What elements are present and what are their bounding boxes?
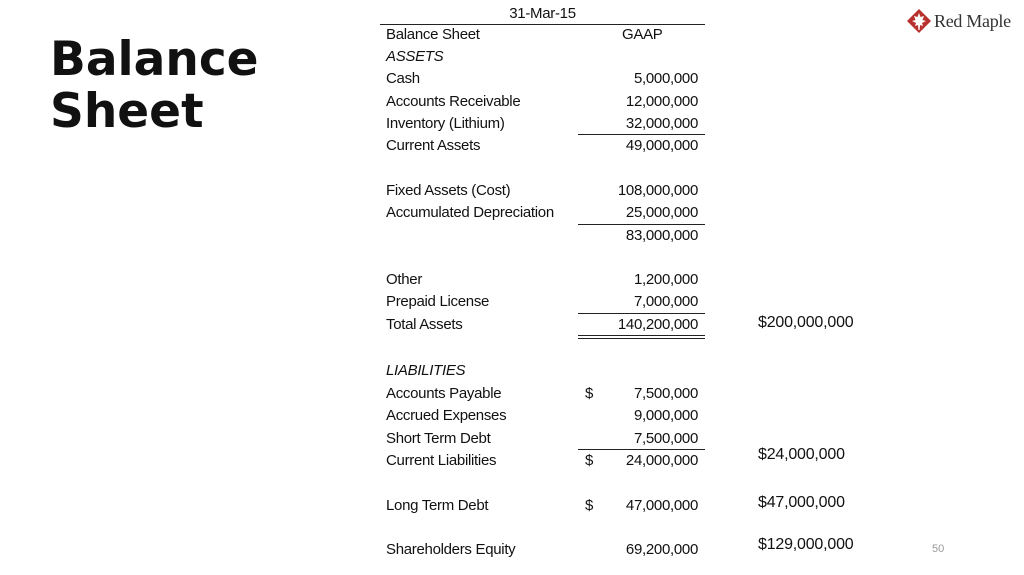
total-double-rule xyxy=(578,335,705,339)
row-label: Long Term Debt xyxy=(386,497,489,514)
table-row xyxy=(386,539,706,561)
row-label: Inventory (Lithium) xyxy=(386,115,505,132)
row-label: Total Assets xyxy=(386,316,463,333)
page-number: 50 xyxy=(932,543,945,555)
row-label: Prepaid License xyxy=(386,293,490,310)
row-value: 7,500,000 xyxy=(633,385,698,402)
row-value: 140,200,000 xyxy=(617,316,698,333)
table-row xyxy=(386,450,706,472)
sheet-header-row xyxy=(386,24,706,46)
note-shareholders-equity: $129,000,000 xyxy=(758,536,854,553)
row-value: 1,200,000 xyxy=(633,271,698,288)
section-liabilities xyxy=(386,360,706,382)
currency-sign: $ xyxy=(585,497,594,514)
title-line-2: Sheet xyxy=(50,84,204,139)
row-label: ASSETS xyxy=(386,48,444,65)
section-assets xyxy=(386,46,706,68)
title-line-1: Balance xyxy=(50,32,259,87)
slide-title xyxy=(50,34,259,138)
table-row xyxy=(386,383,706,405)
row-value: 7,000,000 xyxy=(633,293,698,310)
row-label: Cash xyxy=(386,70,420,87)
row-value: 7,500,000 xyxy=(633,430,698,447)
row-value: 108,000,000 xyxy=(617,182,698,199)
row-label: Accounts Payable xyxy=(386,385,502,402)
table-row xyxy=(386,314,706,336)
row-label: Short Term Debt xyxy=(386,430,491,447)
table-row xyxy=(386,291,706,313)
row-label: Accumulated Depreciation xyxy=(386,204,554,221)
table-row xyxy=(386,68,706,90)
row-value: 83,000,000 xyxy=(625,227,698,244)
note-total-assets: $200,000,000 xyxy=(758,314,854,331)
table-row xyxy=(386,225,706,247)
row-value: 24,000,000 xyxy=(625,452,698,469)
sheet-date: 31-Mar-15 xyxy=(380,5,705,25)
row-label: Accounts Receivable xyxy=(386,93,521,110)
sheet-header-label: Balance Sheet xyxy=(386,26,480,43)
currency-sign: $ xyxy=(585,385,594,402)
note-current-liabilities: $24,000,000 xyxy=(758,446,845,463)
row-value: 32,000,000 xyxy=(625,115,698,132)
row-value: 25,000,000 xyxy=(625,204,698,221)
table-row xyxy=(386,428,706,450)
row-label: LIABILITIES xyxy=(386,362,466,379)
currency-sign: $ xyxy=(585,452,594,469)
table-row xyxy=(386,91,706,113)
row-label: Accrued Expenses xyxy=(386,407,507,424)
row-value: 5,000,000 xyxy=(633,70,698,87)
row-value: 47,000,000 xyxy=(625,497,698,514)
company-logo xyxy=(906,8,1011,34)
table-row xyxy=(386,202,706,224)
row-value: 69,200,000 xyxy=(625,541,698,558)
maple-leaf-icon xyxy=(906,8,932,34)
table-row xyxy=(386,495,706,517)
row-value: 9,000,000 xyxy=(633,407,698,424)
row-label: Other xyxy=(386,271,423,288)
row-label: Current Assets xyxy=(386,137,481,154)
row-label: Fixed Assets (Cost) xyxy=(386,182,511,199)
note-long-term-debt: $47,000,000 xyxy=(758,494,845,511)
row-label: Shareholders Equity xyxy=(386,541,516,558)
table-row xyxy=(386,113,706,135)
logo-text: Red Maple xyxy=(934,10,1011,31)
table-row xyxy=(386,269,706,291)
table-row xyxy=(386,135,706,157)
row-value: 49,000,000 xyxy=(625,137,698,154)
sheet-basis: GAAP xyxy=(622,26,663,43)
row-label: Current Liabilities xyxy=(386,452,497,469)
row-value: 12,000,000 xyxy=(625,93,698,110)
table-row xyxy=(386,405,706,427)
table-row xyxy=(386,180,706,202)
